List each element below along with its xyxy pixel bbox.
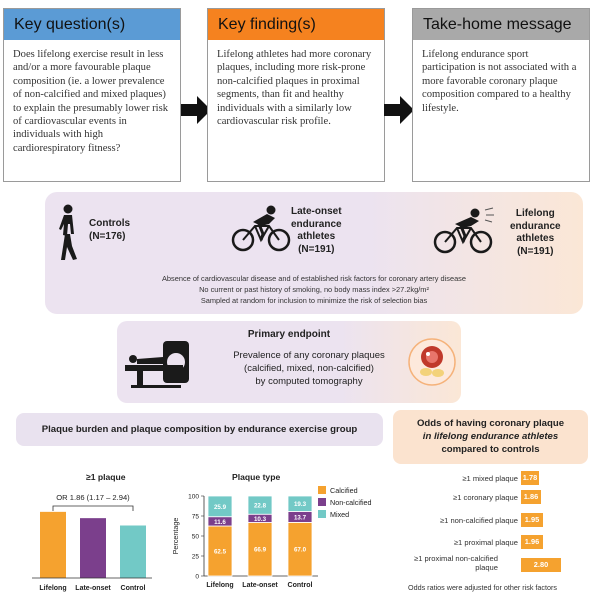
data-label: 10.3 (253, 515, 267, 523)
endpoint-line: by computed tomography (255, 376, 363, 387)
inclusion-criterion: Absence of cardiovascular disease and of established risk factors for coronary artery disease (162, 274, 466, 283)
data-label: 19.3 (293, 501, 307, 509)
data-label: 62.5 (213, 548, 227, 556)
legend-label: Non-calcified (330, 498, 372, 507)
chart-any-plaque-title: ≥1 plaque (86, 472, 126, 482)
x-tick-label: Control (120, 585, 146, 592)
odds-footnote: Odds ratios were adjusted for other risk factors (408, 583, 558, 592)
x-tick-label: Lifelong (206, 582, 234, 589)
primary-endpoint-panel (117, 321, 461, 403)
odds-bar: 1.78 (521, 471, 539, 485)
study-population-panel (45, 192, 583, 314)
key-finding-text: Lifelong athletes had more coronary plaques, including more risk-prone non-calcified plaques in proximal segments, than fit and healthy individuals with a similarly low cardiovascular risk profile. (217, 49, 372, 128)
group-name: endurance (510, 220, 561, 232)
bar-control (120, 526, 146, 579)
data-label: 67.0 (293, 546, 307, 554)
odds-title-line: Odds of having coronary plaque (416, 418, 565, 429)
group-count: (N=191) (517, 245, 554, 257)
key-finding-title: Key finding(s) (208, 9, 384, 40)
x-tick-label: Late-onset (242, 582, 278, 589)
group-name: endurance (291, 218, 342, 230)
ct-scanner-icon (123, 337, 195, 393)
group-name: athletes (297, 231, 336, 242)
data-label: 13.7 (293, 514, 307, 522)
fast-cyclist-icon (433, 206, 497, 254)
odds-category-label: ≥1 proximal plaque (453, 538, 518, 547)
odds-title-line: in lifelong endurance athletes (422, 431, 559, 442)
walking-person-icon (55, 204, 81, 262)
y-tick-label: 0 (195, 573, 199, 581)
endpoint-line: Prevalence of any coronary plaques (233, 350, 385, 361)
x-tick-label: Lifelong (39, 585, 67, 592)
group-name: athletes (516, 233, 555, 244)
odds-title-line: compared to controls (441, 444, 540, 455)
odds-ratio-annotation: OR 1.86 (1.17 – 2.94) (56, 493, 130, 502)
group-lifelong-label (510, 208, 561, 258)
group-late-onset-label (291, 206, 342, 256)
y-axis-label: Percentage (171, 517, 180, 555)
legend-swatch (318, 498, 326, 506)
group-name: Lifelong (515, 208, 555, 219)
take-home-box (412, 8, 590, 182)
legend-swatch (318, 486, 326, 494)
inclusion-criterion: Sampled at random for inclusion to minimize the risk of selection bias (200, 296, 428, 305)
plaque-type-stacked-chart (168, 484, 390, 600)
chart-plaque-type-title: Plaque type (232, 472, 281, 482)
legend-label: Calcified (330, 486, 358, 495)
group-name: Late-onset (291, 206, 342, 217)
bar-late-onset (80, 518, 106, 578)
group-controls-label (89, 218, 130, 243)
data-label: 66.9 (253, 546, 267, 554)
primary-endpoint-title: Primary endpoint (247, 329, 331, 340)
right-arrow-icon (384, 96, 414, 124)
y-tick-label: 75 (191, 513, 199, 521)
cyclist-icon (231, 204, 291, 252)
group-name: Controls (89, 218, 131, 229)
odds-section-title (393, 410, 588, 464)
key-question-text: Does lifelong exercise result in less and/or a more favourable plaque composition (ie. a lower prevalence of non-calcified and mixed plaques) to explain the presumably lower risk of cardiovascular events in individuals with high cardiorespiratory fitness? (13, 49, 169, 154)
endpoint-line: (calcified, mixed, non-calcified) (244, 363, 374, 374)
legend-swatch (318, 510, 326, 518)
key-question-box (3, 8, 181, 182)
odds-category-label: ≥1 proximal non-calcified plaque (414, 554, 498, 572)
take-home-text: Lifelong endurance sport participation is not associated with a more favorable coronary plaque composition compared to a healthy lifestyle. (422, 49, 577, 114)
data-label: 25.9 (213, 503, 227, 511)
x-tick-label: Control (287, 582, 313, 589)
odds-category-label: ≥1 non-calcified plaque (439, 516, 518, 525)
legend-label: Mixed (330, 510, 350, 519)
data-label: 11.6 (214, 518, 226, 526)
take-home-title: Take-home message (413, 9, 589, 40)
significance-bracket (53, 506, 133, 511)
plaque-burden-section-title: Plaque burden and plaque composition by endurance exercise group (16, 413, 383, 446)
inclusion-criterion: No current or past history of smoking, no body mass index >27.2kg/m² (199, 285, 429, 294)
primary-endpoint-description (219, 349, 399, 388)
odds-bar: 2.80 (521, 558, 561, 572)
y-tick-label: 100 (188, 493, 199, 501)
odds-bar: 1.95 (521, 513, 543, 527)
group-count: (N=191) (298, 243, 335, 255)
data-label: 22.8 (253, 502, 267, 510)
group-count: (N=176) (89, 230, 126, 242)
any-plaque-bar-chart (20, 484, 160, 600)
odds-bar: 1.86 (521, 490, 541, 504)
y-tick-label: 50 (191, 533, 199, 541)
x-tick-label: Late-onset (75, 585, 111, 592)
coronary-plaque-icon (407, 337, 457, 387)
key-question-title: Key question(s) (4, 9, 180, 40)
bar-lifelong (40, 512, 66, 578)
key-finding-box (207, 8, 385, 182)
odds-bar: 1.96 (521, 535, 543, 549)
odds-category-label: ≥1 mixed plaque (462, 474, 518, 483)
y-tick-label: 25 (191, 553, 199, 561)
odds-category-label: ≥1 coronary plaque (453, 493, 518, 502)
